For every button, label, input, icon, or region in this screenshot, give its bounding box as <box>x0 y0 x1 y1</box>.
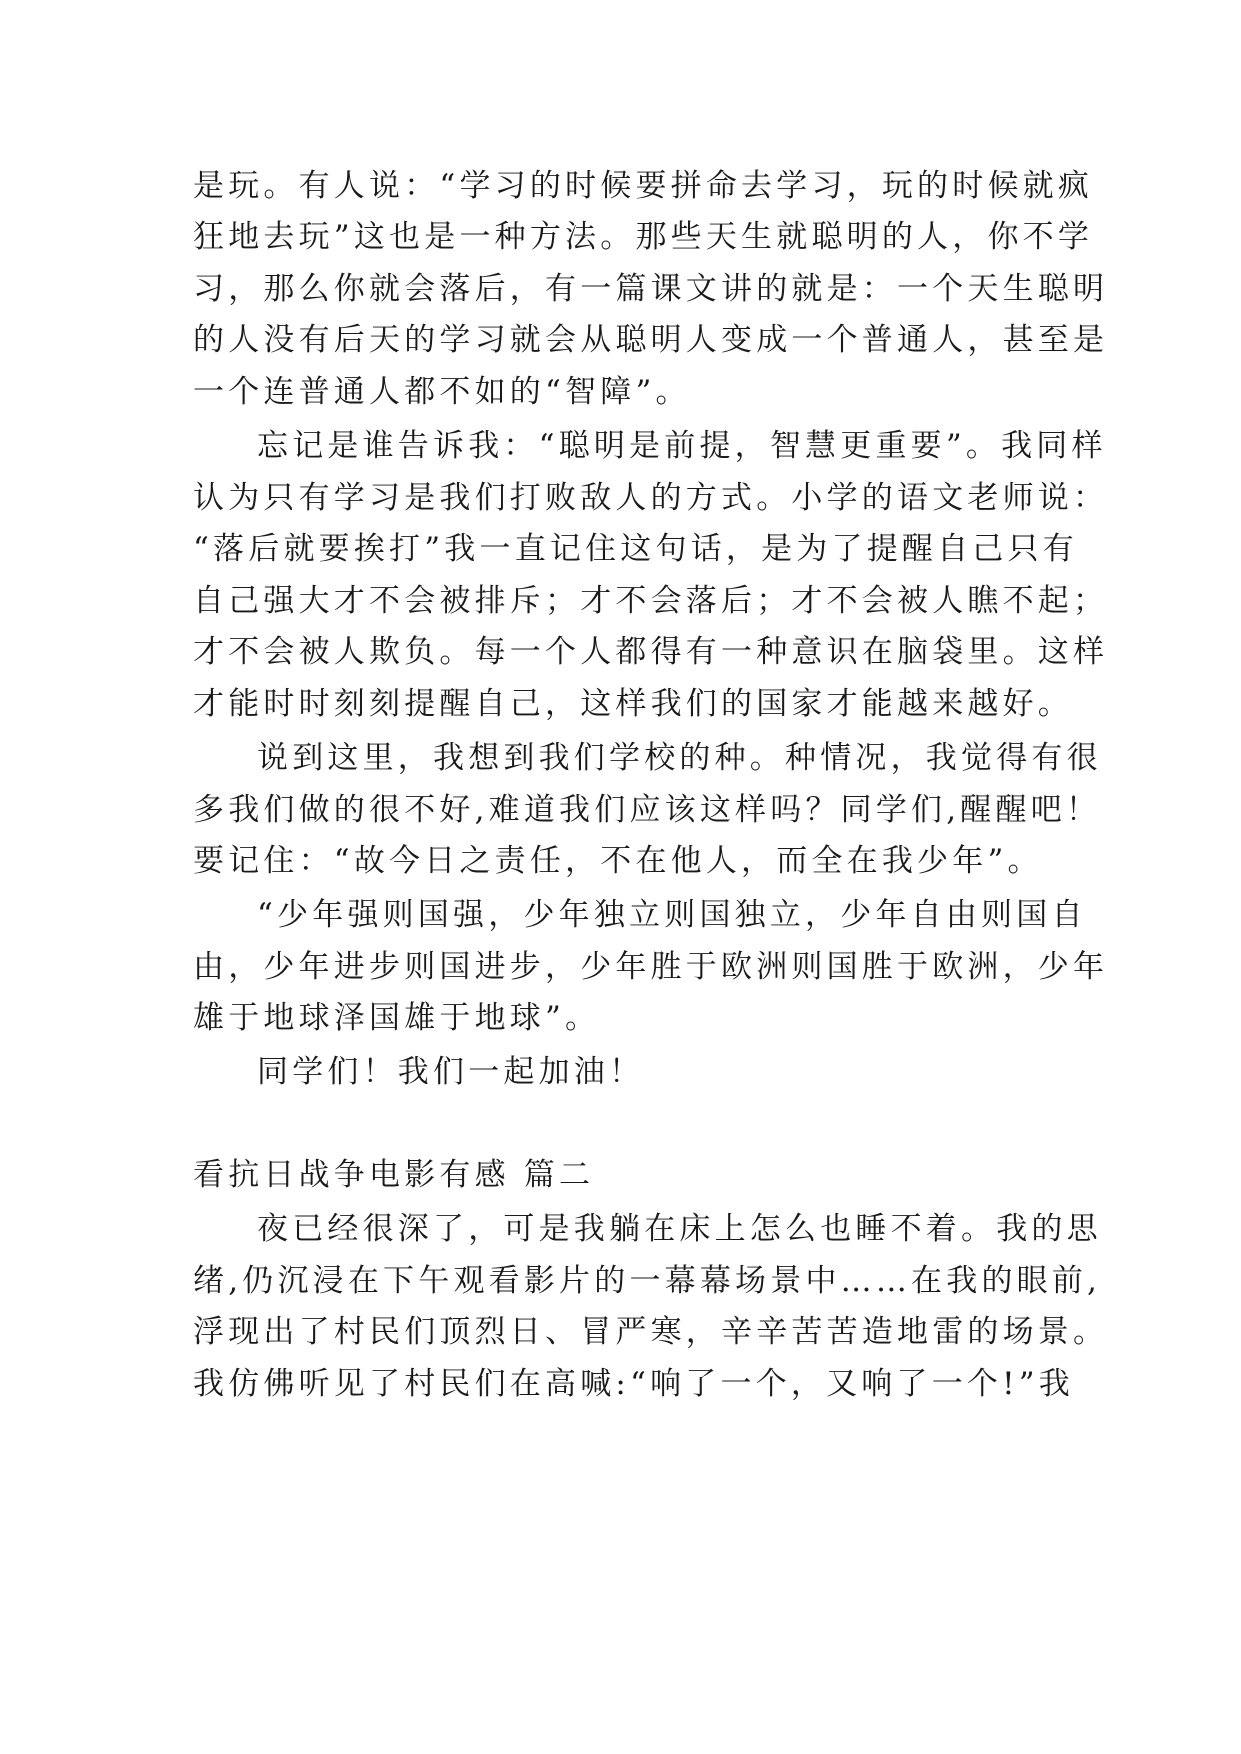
paragraph-line: 我仿佛听见了村民们在高喊:“响了一个，又响了一个!”我 <box>193 1366 1074 1402</box>
section-heading: 看抗日战争电影有感 篇二 <box>193 1157 595 1193</box>
paragraph-line: 是玩。有人说：“学习的时候要拼命去学习，玩的时候就疯 <box>193 168 1094 204</box>
paragraph-line: 说到这里，我想到我们学校的种。种情况，我觉得有很 <box>257 740 1102 776</box>
paragraph-line: 绪,仍沉浸在下午观看影片的一幕幕场景中……在我的眼前, <box>193 1263 1102 1299</box>
paragraph-line: 浮现出了村民们顶烈日、冒严寒，辛辛苦苦造地雷的场景。 <box>193 1314 1109 1350</box>
paragraph-line: 多我们做的很不好,难道我们应该这样吗？同学们,醒醒吧！ <box>193 792 1102 828</box>
paragraph-line: 要记住：“故今日之责任，不在他人，而全在我少年”。 <box>193 843 1043 879</box>
paragraph-line: 的人没有后天的学习就会从聪明人变成一个普通人，甚至是 <box>193 322 1109 358</box>
paragraph-line: 忘记是谁告诉我：“聪明是前提，智慧更重要”。我同样 <box>257 428 1107 464</box>
paragraph-line: 一个连普通人都不如的“智障”。 <box>193 374 691 410</box>
paragraph-line: 狂地去玩”这也是一种方法。那些天生就聪明的人，你不学 <box>193 219 1094 255</box>
paragraph-line: “落后就要挨打”我一直记住这句话，是为了提醒自己只有 <box>193 531 1078 567</box>
paragraph-line: 才不会被人欺负。每一个人都得有一种意识在脑袋里。这样 <box>193 634 1109 670</box>
paragraph-line: 夜已经很深了，可是我躺在床上怎么也睡不着。我的思 <box>257 1211 1102 1247</box>
quote-line: 由，少年进步则国进步，少年胜于欧洲则国胜于欧洲，少年 <box>193 949 1109 985</box>
paragraph-line: 习，那么你就会落后，有一篇课文讲的就是：一个天生聪明 <box>193 271 1109 307</box>
paragraph-line: 同学们！我们一起加油！ <box>257 1054 645 1090</box>
paragraph-line: 才能时时刻刻提醒自己，这样我们的国家才能越来越好。 <box>193 686 1073 722</box>
paragraph-line: 自己强大才不会被排斥；才不会落后；才不会被人瞧不起； <box>193 583 1109 619</box>
quote-line: 雄于地球泽国雄于地球”。 <box>193 1000 601 1036</box>
quote-line: “少年强则国强，少年独立则国独立，少年自由则国自 <box>257 897 1087 933</box>
paragraph-line: 认为只有学习是我们打败敌人的方式。小学的语文老师说： <box>193 480 1109 516</box>
